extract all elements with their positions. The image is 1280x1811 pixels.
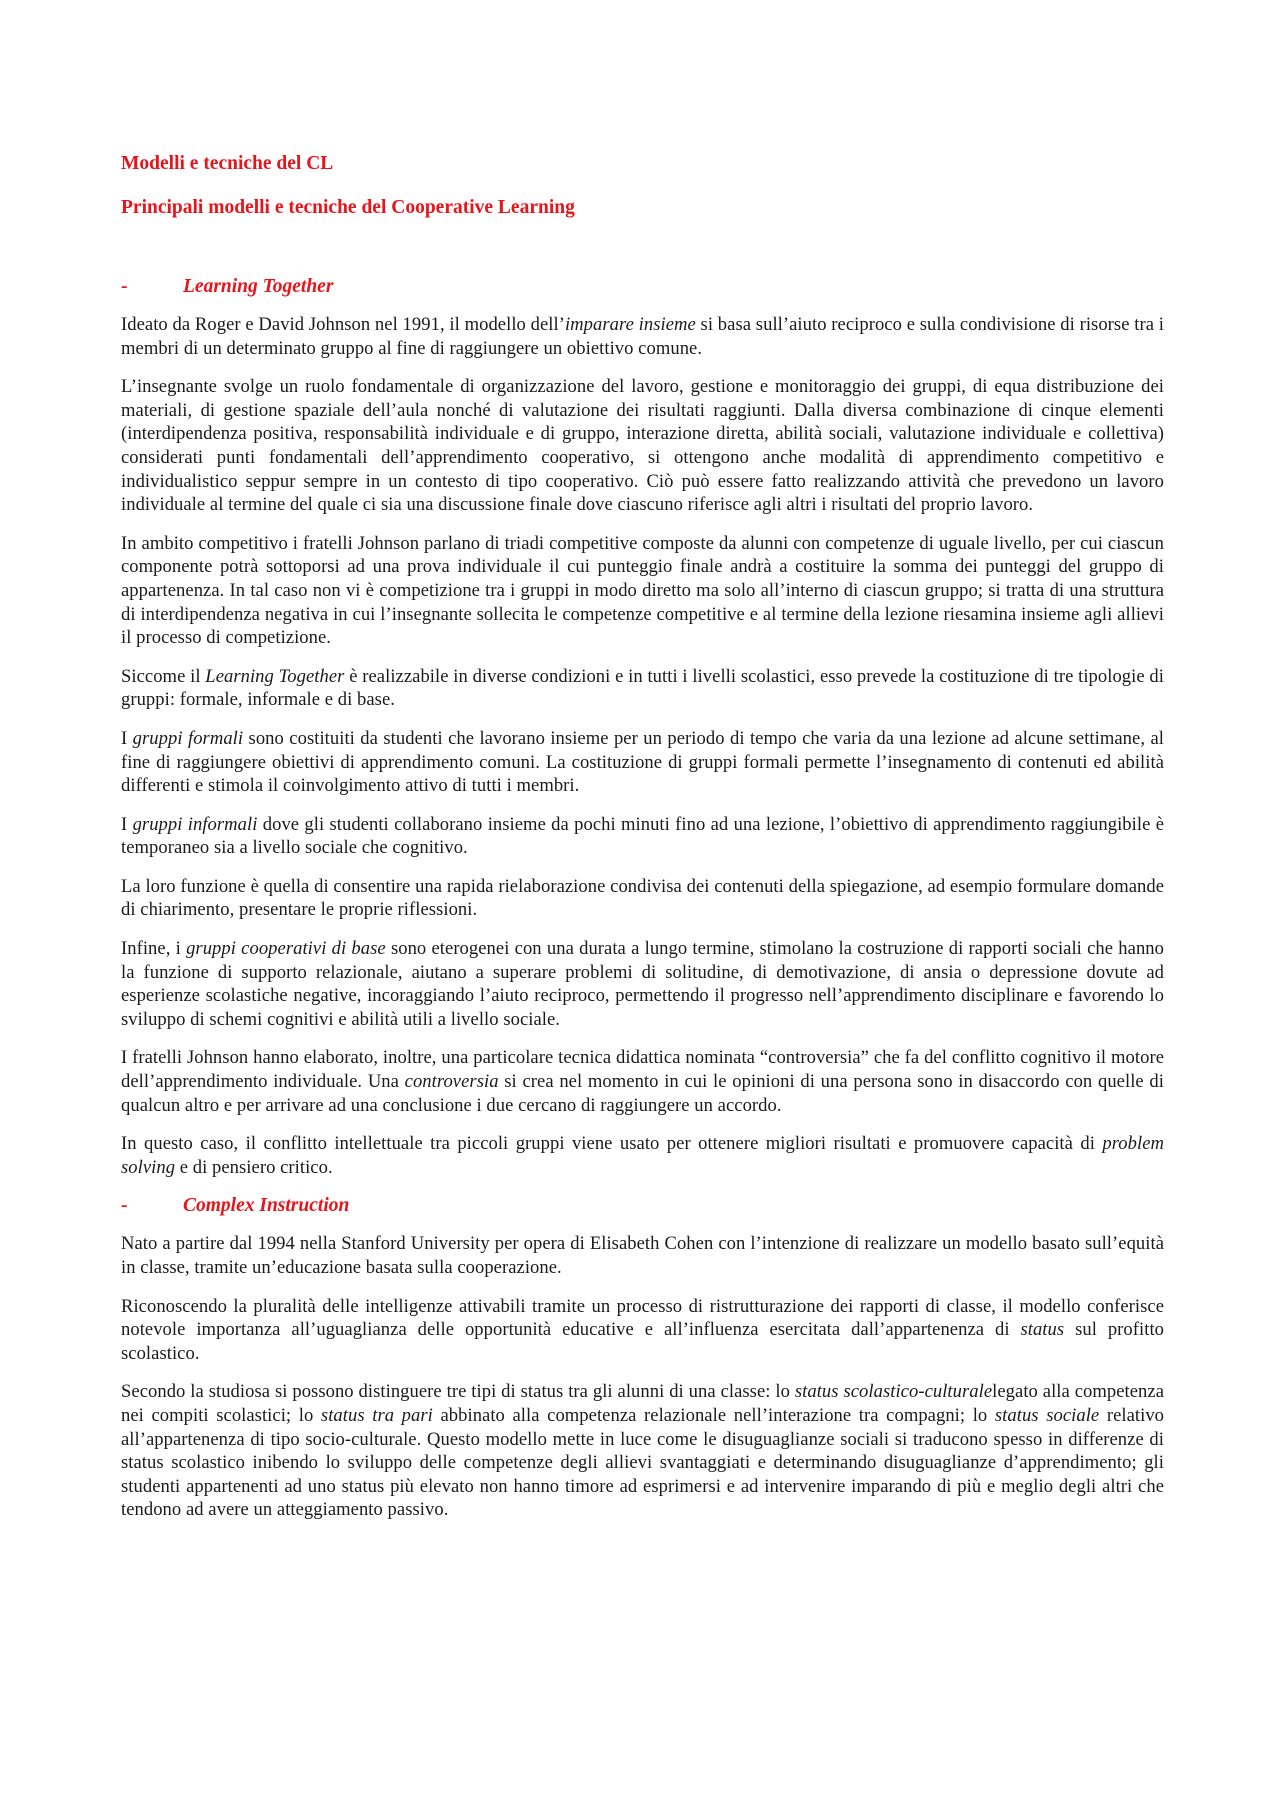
- text-run: Riconoscendo la pluralità delle intelligenze attivabili tramite un processo di ristrutturazione dei rapporti di classe, il modello conferisce notevole importanza all’uguaglianza delle opportunità educative e all’influenza esercitata dall’appartenenza di: [121, 1295, 1164, 1341]
- document-subtitle: Principali modelli e tecniche del Cooperative Learning: [121, 197, 575, 218]
- text-run: legato alla competenza nei compiti scolastici; lo: [121, 1381, 1165, 1426]
- italic-term: imparare insieme: [564, 314, 696, 335]
- section-bullet-dash: -: [121, 276, 128, 297]
- text-run: si crea nel momento in cui le opinioni di una persona sono in disaccordo con quelle di qualcun altro e per arrivare ad una conclusione i due cercano di raggiungere un accordo.: [121, 1071, 1164, 1116]
- text-run: Siccome il: [121, 665, 206, 687]
- text-run: sono costituiti da studenti che lavorano insieme per un periodo di tempo che varia da una lezione ad alcune settimane, al fine di raggiungere obiettivi di apprendimento comuni. La costituzione di gruppi formali permette l’insegnamento di contenuti ed abilità differenti e stimola il coinvolgimento attivo di tutti i membri.: [121, 727, 1164, 797]
- document-body: [121, 275, 1164, 1522]
- italic-term: gruppi informali: [132, 813, 258, 835]
- text-run: I fratelli Johnson hanno elaborato, inoltre, una particolare tecnica didattica nominata “controversia” che fa del conflitto cognitivo il motore dell’apprendimento individuale. Una: [121, 1047, 1164, 1093]
- text-run: è realizzabile in diverse condizioni e in tutti i livelli scolastici, esso prevede la costituzione di tre tipologie di gruppi: formale, informale e di base.: [121, 665, 1164, 711]
- text-run: sono eterogenei con una durata a lungo termine, stimolano la costruzione di rapporti sociali che hanno la funzione di supporto relazionale, aiutano a superare problemi di solitudine, di demotivazione, di ansia o depressione dovute ad esperienze scolastiche negative, incoraggiando l’aiuto reciproco, permettendo il progresso nell’apprendimento disciplinare e favorendo lo sviluppo di schemi cognitivi e abilità utili a livello sociale.: [121, 938, 1164, 1030]
- body-paragraph: [121, 1232, 1164, 1279]
- text-run: si basa sull’aiuto reciproco e sulla condivisione di risorse tra i membri di un determinato gruppo al fine di raggiungere un obiettivo comune.: [121, 314, 1164, 359]
- text-run: In ambito competitivo i fratelli Johnson parlano di triadi competitive composte da alunni con competenze di uguale livello, per cui ciascun componente potrà sottoporsi ad una prova individuale il cui punteggio finale andrà a costituire la somma dei punteggi del gruppo di appartenenza. In tal caso non vi è competizione tra i gruppi in modo diretto ma solo all’interno di ciascun gruppo; si tratta di una struttura di interdipendenza negativa in cui l’insegnante sollecita le competenze competitive e al termine della lezione riesamina insieme agli allievi il processo di competizione.: [121, 532, 1164, 649]
- italic-term: gruppi formali: [132, 727, 244, 749]
- text-run: I: [121, 727, 133, 749]
- document-title: Modelli e tecniche del CL: [121, 153, 334, 174]
- body-paragraph: [121, 532, 1164, 650]
- body-paragraph: [121, 813, 1164, 860]
- text-run: In questo caso, il conflitto intellettuale tra piccoli gruppi viene usato per ottenere migliori risultati e promuovere capacità di: [121, 1133, 1103, 1155]
- section-heading-text: Complex Instruction: [183, 1195, 350, 1217]
- text-run: relativo all’appartenenza di tipo socio-culturale. Questo modello mette in luce come le disuguaglianze sociali si traducono spesso in differenze di status scolastico inibendo lo sviluppo delle competenze degli allievi svantaggiati e determinando disuguaglianze d’apprendimento; gli studenti appartenenti ad uno status più elevato non hanno timore ad esprimersi e ad intervenire imparando di più e meglio degli altri che tendono ad avere un atteggiamento passivo.: [121, 1404, 1165, 1521]
- text-run: e di pensiero critico.: [175, 1156, 333, 1178]
- text-run: I: [121, 813, 133, 835]
- text-run: Ideato da Roger e David Johnson nel 1991, il modello dell’: [121, 314, 565, 335]
- italic-term: gruppi cooperativi di base: [186, 938, 386, 960]
- text-run: La loro funzione è quella di consentire una rapida rielaborazione condivisa dei contenuti della spiegazione, ad esempio formulare domande di chiarimento, presentare le proprie riflessioni.: [121, 875, 1164, 921]
- text-run: dove gli studenti collaborano insieme da pochi minuti fino ad una lezione, l’obiettivo di apprendimento raggiungibile è temporaneo sia a livello sociale che cognitivo.: [121, 813, 1164, 859]
- italic-term: controversia: [404, 1071, 499, 1093]
- body-paragraph: [121, 1046, 1164, 1117]
- text-run: Secondo la studiosa si possono distinguere tre tipi di status tra gli alunni di una classe: lo: [121, 1381, 795, 1403]
- section-heading: [121, 1194, 1164, 1218]
- body-paragraph: [121, 727, 1164, 798]
- italic-term: status: [1020, 1319, 1065, 1341]
- body-paragraph: [121, 1132, 1164, 1179]
- text-run: abbinato alla competenza relazionale nell’interazione tra compagni; lo: [432, 1404, 995, 1426]
- text-run: L’insegnante svolge un ruolo fondamentale di organizzazione del lavoro, gestione e monitoraggio dei gruppi, di equa distribuzione dei materiali, di gestione spaziale dell’aula nonché di valutazione dei risultati raggiunti. Dalla diversa combinazione di cinque elementi (interdipendenza positiva, responsabilità individuale e di gruppo, interazione diretta, abilità sociali, valutazione individuale e collettiva) considerati punti fondamentali dell’apprendimento cooperativo, si ottengono anche modalità di apprendimento competitivo e individualistico seppur sempre in un contesto di tipo cooperativo. Ciò può essere fatto realizzando attività che prevedono un lavoro individuale al termine del quale ci sia una discussione finale dove ciascuno riferisce agli altri i risultati del proprio lavoro.: [121, 376, 1164, 516]
- italic-term: status tra pari: [320, 1404, 433, 1426]
- section-bullet-dash: -: [121, 1195, 128, 1217]
- body-paragraph: [121, 313, 1164, 360]
- italic-term: status sociale: [994, 1404, 1100, 1426]
- text-run: Infine, i: [121, 938, 187, 960]
- body-paragraph: [121, 665, 1164, 712]
- text-run: sul profitto scolastico.: [121, 1319, 1165, 1364]
- body-paragraph: [121, 375, 1164, 517]
- body-paragraph: [121, 1295, 1164, 1366]
- text-run: Nato a partire dal 1994 nella Stanford University per opera di Elisabeth Cohen con l’intenzione di realizzare un modello basato sull’equità in classe, tramite un’educazione basata sulla cooperazione.: [121, 1233, 1164, 1278]
- body-paragraph: [121, 1380, 1164, 1522]
- italic-term: problem solving: [121, 1133, 1164, 1178]
- italic-term: Learning Together: [205, 665, 345, 687]
- document-page: [121, 152, 1164, 1537]
- section-heading-text: Learning Together: [183, 276, 334, 297]
- section-heading: [121, 275, 1164, 299]
- body-paragraph: [121, 875, 1164, 922]
- body-paragraph: [121, 937, 1164, 1031]
- italic-term: status scolastico-culturale: [794, 1381, 993, 1403]
